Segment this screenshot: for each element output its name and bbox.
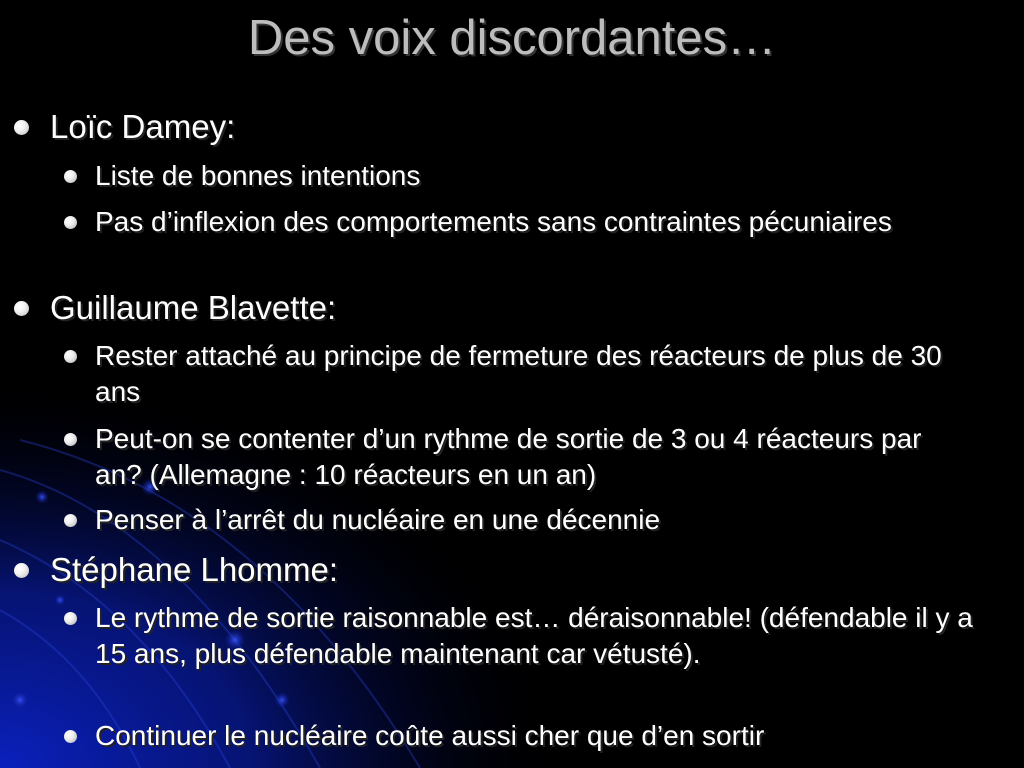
- bullet-icon: [14, 120, 29, 135]
- list-item-text: Rester attaché au principe de fermeture des réacteurs de plus de 30 ans: [95, 340, 942, 407]
- list-item-text: Penser à l’arrêt du nucléaire en une décennie: [95, 504, 661, 535]
- list-item: [64, 204, 974, 240]
- bullet-icon: [14, 301, 29, 316]
- bullet-icon: [64, 216, 77, 229]
- list-item-text: Peut-on se contenter d’un rythme de sortie de 3 ou 4 réacteurs par an? (Allemagne : 10 réacteurs en un an): [95, 423, 922, 490]
- list-item: [64, 502, 974, 538]
- bullet-icon: [64, 612, 77, 625]
- bullet-icon: [64, 433, 77, 446]
- list-item-text: Pas d’inflexion des comportements sans contraintes pécuniaires: [95, 206, 892, 237]
- section-heading-label: Loïc Damey:: [50, 108, 236, 145]
- section-heading-label: Guillaume Blavette:: [50, 289, 337, 326]
- slide-title: Des voix discordantes…: [247, 11, 777, 65]
- bullet-icon: [64, 514, 77, 527]
- list-item: [64, 600, 974, 672]
- list-item: [64, 421, 974, 493]
- bullet-icon: [64, 170, 77, 183]
- list-item-text: Continuer le nucléaire coûte aussi cher que d’en sortir: [95, 720, 765, 751]
- list-item-text: Liste de bonnes intentions: [95, 160, 421, 191]
- list-item: [64, 718, 974, 754]
- list-item-text: Le rythme de sortie raisonnable est… déraisonnable! (défendable il y a 15 ans, plus défendable maintenant car vétusté).: [95, 602, 973, 669]
- list-item: [64, 158, 974, 194]
- bullet-icon: [14, 563, 29, 578]
- bullet-icon: [64, 730, 77, 743]
- list-item: [64, 338, 974, 410]
- section-heading-label: Stéphane Lhomme:: [50, 551, 339, 588]
- bullet-icon: [64, 350, 77, 363]
